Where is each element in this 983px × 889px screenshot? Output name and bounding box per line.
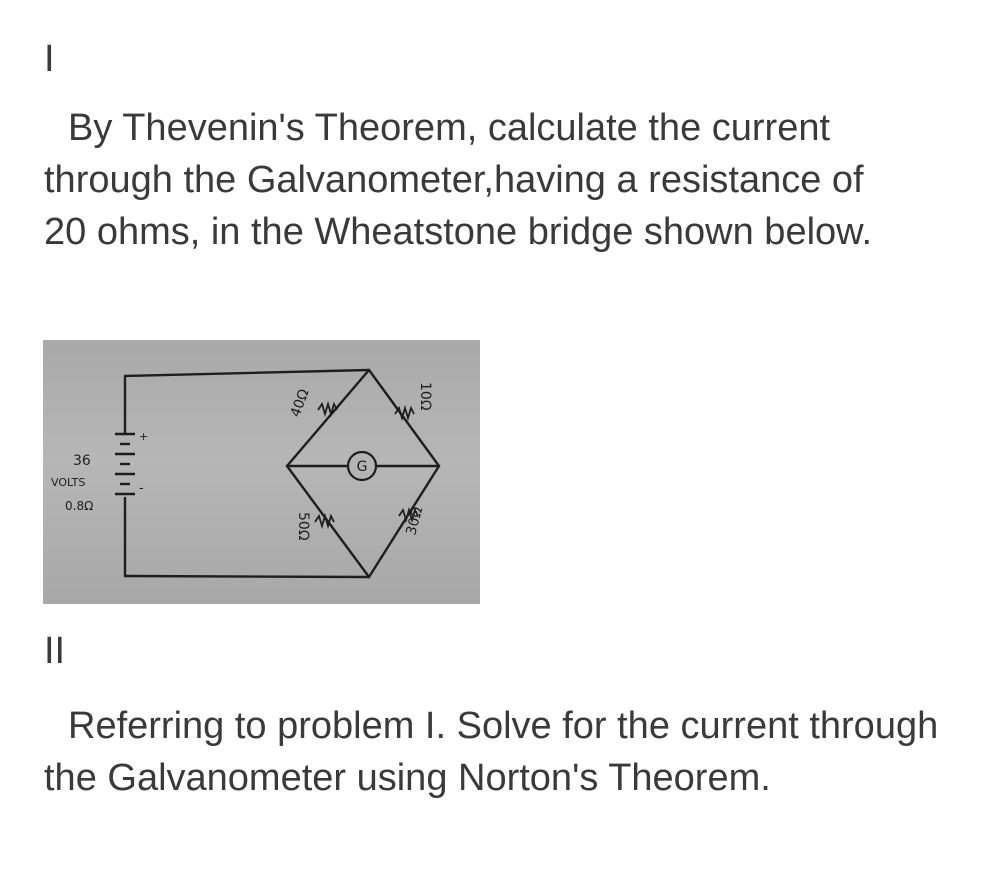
resistor-top-left-label: 40Ω [287, 387, 313, 420]
problem-1-text: By Thevenin's Theorem, calculate the current through the Galvanometer,having a resistance of 20 ohms, in the Wheatstone bridge shown below. [44, 107, 873, 253]
bridge-bottom-right-arm [369, 466, 439, 577]
circuit-svg [43, 340, 480, 604]
top-wire [125, 370, 369, 376]
bottom-wire [125, 576, 369, 577]
source-resistance-label: 0.8Ω [65, 499, 94, 513]
battery-minus-label: - [139, 481, 144, 496]
battery-icon [115, 434, 135, 494]
problem-1-number: I [44, 38, 55, 80]
source-unit-label: VOLTS [51, 476, 86, 489]
source-voltage-label: 36 [73, 453, 91, 469]
resistor-bottom-right-label: 30Ω [403, 505, 427, 538]
resistor-bottom-left-label: 50Ω [295, 512, 311, 541]
galvanometer-label: G [356, 459, 368, 475]
problem-2-number: II [44, 630, 66, 672]
problem-2-text: Referring to problem I. Solve for the current through the Galvanometer using Norton's Theorem. [44, 705, 939, 799]
resistor-top-right-label: 10Ω [417, 382, 433, 411]
wheatstone-bridge-diagram [43, 340, 480, 604]
resistor-top-right-icon [395, 408, 414, 418]
battery-plus-label: + [139, 430, 149, 443]
